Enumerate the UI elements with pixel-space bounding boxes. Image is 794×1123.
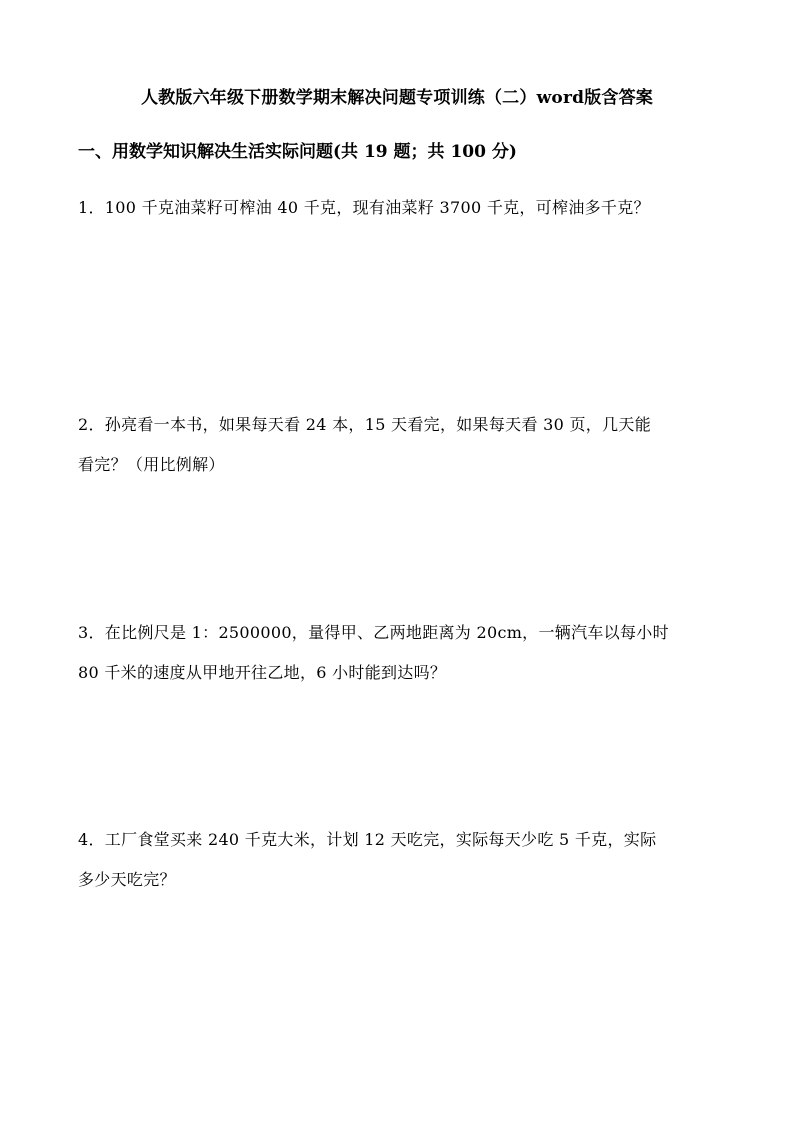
question-4-line-1: 4．工厂食堂买来 240 千克大米，计划 12 天吃完，实际每天少吃 5 千克，实际 (78, 830, 657, 849)
question-2-line-2: 看完？（用比例解） (78, 455, 225, 474)
question-3-line-1: 3．在比例尺是 1：2500000，量得甲、乙两地距离为 20cm，一辆汽车以每小时 (78, 623, 669, 642)
section-heading: 一、用数学知识解决生活实际问题(共 19 题；共 100 分) (78, 142, 517, 162)
question-1 (78, 188, 728, 228)
question-3 (78, 613, 728, 693)
question-1-line-1: 1．100 千克油菜籽可榨油 40 千克，现有油菜籽 3700 千克，可榨油多千克？ (78, 198, 650, 217)
question-4-line-2: 多少天吃完？ (78, 870, 176, 889)
question-2-line-1: 2．孙亮看一本书，如果每天看 24 本，15 天看完，如果每天看 30 页，几天能 (78, 415, 651, 434)
question-4 (78, 820, 728, 900)
document-title: 人教版六年级下册数学期末解决问题专项训练（二）word版含答案 (140, 88, 653, 108)
question-3-line-2: 80 千米的速度从甲地开往乙地，6 小时能到达吗？ (78, 663, 447, 682)
question-2 (78, 405, 728, 485)
